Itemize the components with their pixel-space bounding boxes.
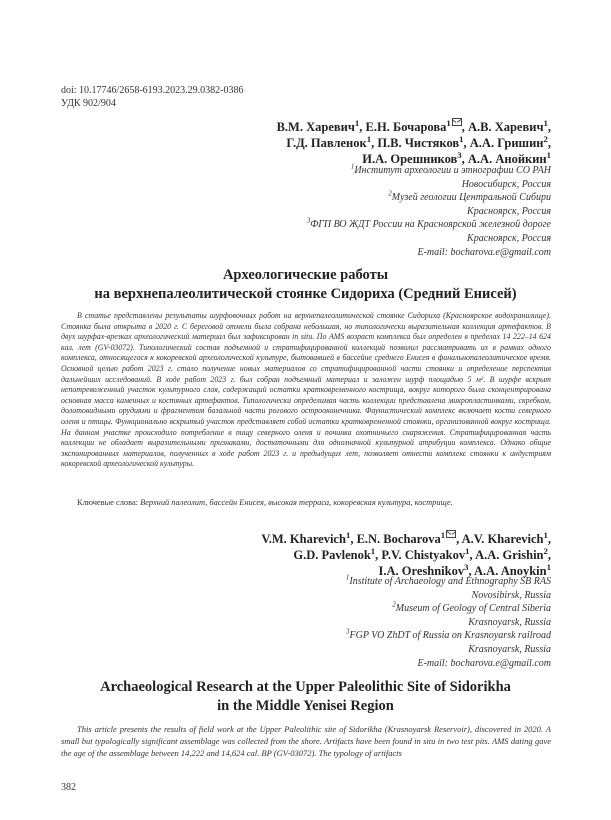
affiliation-line: Krasnoyarsk, Russia [468,643,551,655]
affiliation-line: Новосибирск, Россия [461,178,551,190]
title-en-line1: Archaeological Research at the Upper Paleolithic Site of Sidorikha [100,679,511,695]
author: А.В. Харевич$^1$, [467,118,551,135]
author: V.M. Kharevich$^1$, [261,530,357,547]
author: И.А. Орешников$^3$, [362,150,468,167]
authors-en-line [261,547,551,563]
authors-ru-line [277,135,551,151]
affiliation-line: $^3$FGP VO ZhDT of Russia on Krasnoyarsk railroad [346,628,551,642]
keywords-text: Верхний палеолит, бассейн Енисея, высокая терраса, кокоревская культура, кострище. [140,498,453,507]
title-en [60,678,551,716]
abstract-ru [61,311,551,470]
author: А.А. Анойкин$^1$ [467,150,551,167]
envelope-icon [452,118,462,126]
keywords-label: Ключевые слова: [77,498,138,507]
abstract-en [61,723,551,760]
affiliations-ru [307,164,551,259]
title-ru-line2: на верхнепалеолитической стоянке Сидориха (Средний Енисей) [94,286,517,302]
authors-ru [277,118,551,167]
author: Е.Н. Бочарова$^1$ , [365,118,468,135]
affiliation-line: Novosibirsk, Russia [471,589,551,601]
affiliation-line: $^3$ФГП ВО ЖДТ России на Красноярской железной дороге [306,217,551,231]
authors-en-line [261,530,551,547]
author: А.А. Гришин$^2$, [469,134,551,151]
page-number: 382 [61,782,76,793]
authors-ru-line [277,118,551,135]
title-ru-line1: Археологические работы [222,267,389,283]
keywords-ru [77,498,551,507]
author: A.A. Anoykin$^1$ [474,562,551,579]
affiliation-line: Красноярск, Россия [467,205,551,217]
authors-en [261,530,551,579]
affiliation-line: E-mail: bocharova.e@gmail.com [417,657,551,669]
author: P.V. Chistyakov$^1$, [381,546,476,563]
affiliation-line: Красноярск, Россия [467,232,551,244]
affiliation-line: E-mail: bocharova.e@gmail.com [417,246,551,258]
author: G.D. Pavlenok$^1$, [293,546,382,563]
affiliation-line: $^1$Институт археологии и этнографии СО РАН [350,162,551,176]
title-ru [60,266,551,304]
author: П.В. Чистяков$^1$, [377,134,470,151]
author: A.A. Grishin$^2$, [475,546,551,563]
doi: doi: 10.17746/2658-6193.2023.29.0382-0386 [61,85,244,96]
abstract-en-text: This article presents the results of field work at the Upper Paleolithic site of Sidorikha (Krasnoyarsk Reservoir), discovered in 2020. A small but typologically significant assemblage was collected from the shore. Artifacts have been found in situ in two test pits. AMS dating gave the age of the assemblage between 14,222 and 14,624 cal. BP (GV-03072). The typology of artifacts [61,724,551,759]
author: A.V. Kharevich$^1$, [461,530,551,547]
affiliation-line: $^2$Музей геологии Центральной Сибири [388,189,551,204]
author: I.A. Oreshnikov$^3$, [378,562,475,579]
affiliations-en [346,575,551,670]
udk: УДК 902/904 [61,98,116,109]
affiliation-line: Krasnoyarsk, Russia [468,616,551,628]
author: E.N. Bocharova$^1$ , [356,530,462,547]
affiliation-line: $^2$Museum of Geology of Central Siberia [392,600,551,615]
envelope-icon [446,530,456,538]
abstract-ru-text: В статье представлены результаты шурфовочных работ на верхнепалеолитической стоянке Сидориха (Красноярское водохранилище). Стоянка была открыта в 2020 г. С береговой отмели была собрана небольшая, но типологически выразительная коллекция артефактов. В двух шурфах-врезках археологический материал был зафиксирован in situ. По AMS возраст комплекса был определен в пределах 14 222–14 624 кал. лет (GV-03072). Типологический состав подъемной и стратифицированной коллекций позволил рассматривать их в рамках одного комплекса, относящегося к кокоревской археологической культуре, бытовавшей в бассейне среднего Енисея в финальнопалеолитическое время. Основной целью работ 2023 г. стало получение новых материалов со стратифицированной части стоянки и определение перспектив дальнейших исследований. В ходе работ 2023 г. был собран подъемный материал и заложен шурф площадью 5 м². В шурфе вскрыт непотревоженный участок культурного слоя, содержащий остатки кратковременного кострища, вокруг которого была сконцентрирована основная масса каменных и костяных артефактов. Типологически определимая часть коллекции представлена микропластинками, скребком, долотовидными орудиями и фрагментом базальной части рогового острооконечника. Фаунистический комплекс включает кости северного оленя и птицы. Функционально вскрытый участок представляет собой остатки кратковременной стоянки, организованной вокруг кострища. На данном участке происходило потребление в пищу северного оленя и починка охотничьего снаряжения. Стратифицированная часть коллекции не обладает выразительными признаками, достаточными для однозначной культурной атрибуции комплекса. Однако общие экспонированных материалов, полученных в ходе работ 2023 г. и предыдущих лет, позволяет отнести комплекс стоянки к индустриям кокоревской археологической культуры. [61,311,551,469]
author: В.М. Харевич$^1$, [276,118,366,135]
title-en-line2: in the Middle Yenisei Region [217,698,394,714]
author: Г.Д. Павленок$^1$, [286,134,378,151]
affiliation-line: $^1$Institute of Archaeology and Ethnography SB RAS [345,573,551,587]
